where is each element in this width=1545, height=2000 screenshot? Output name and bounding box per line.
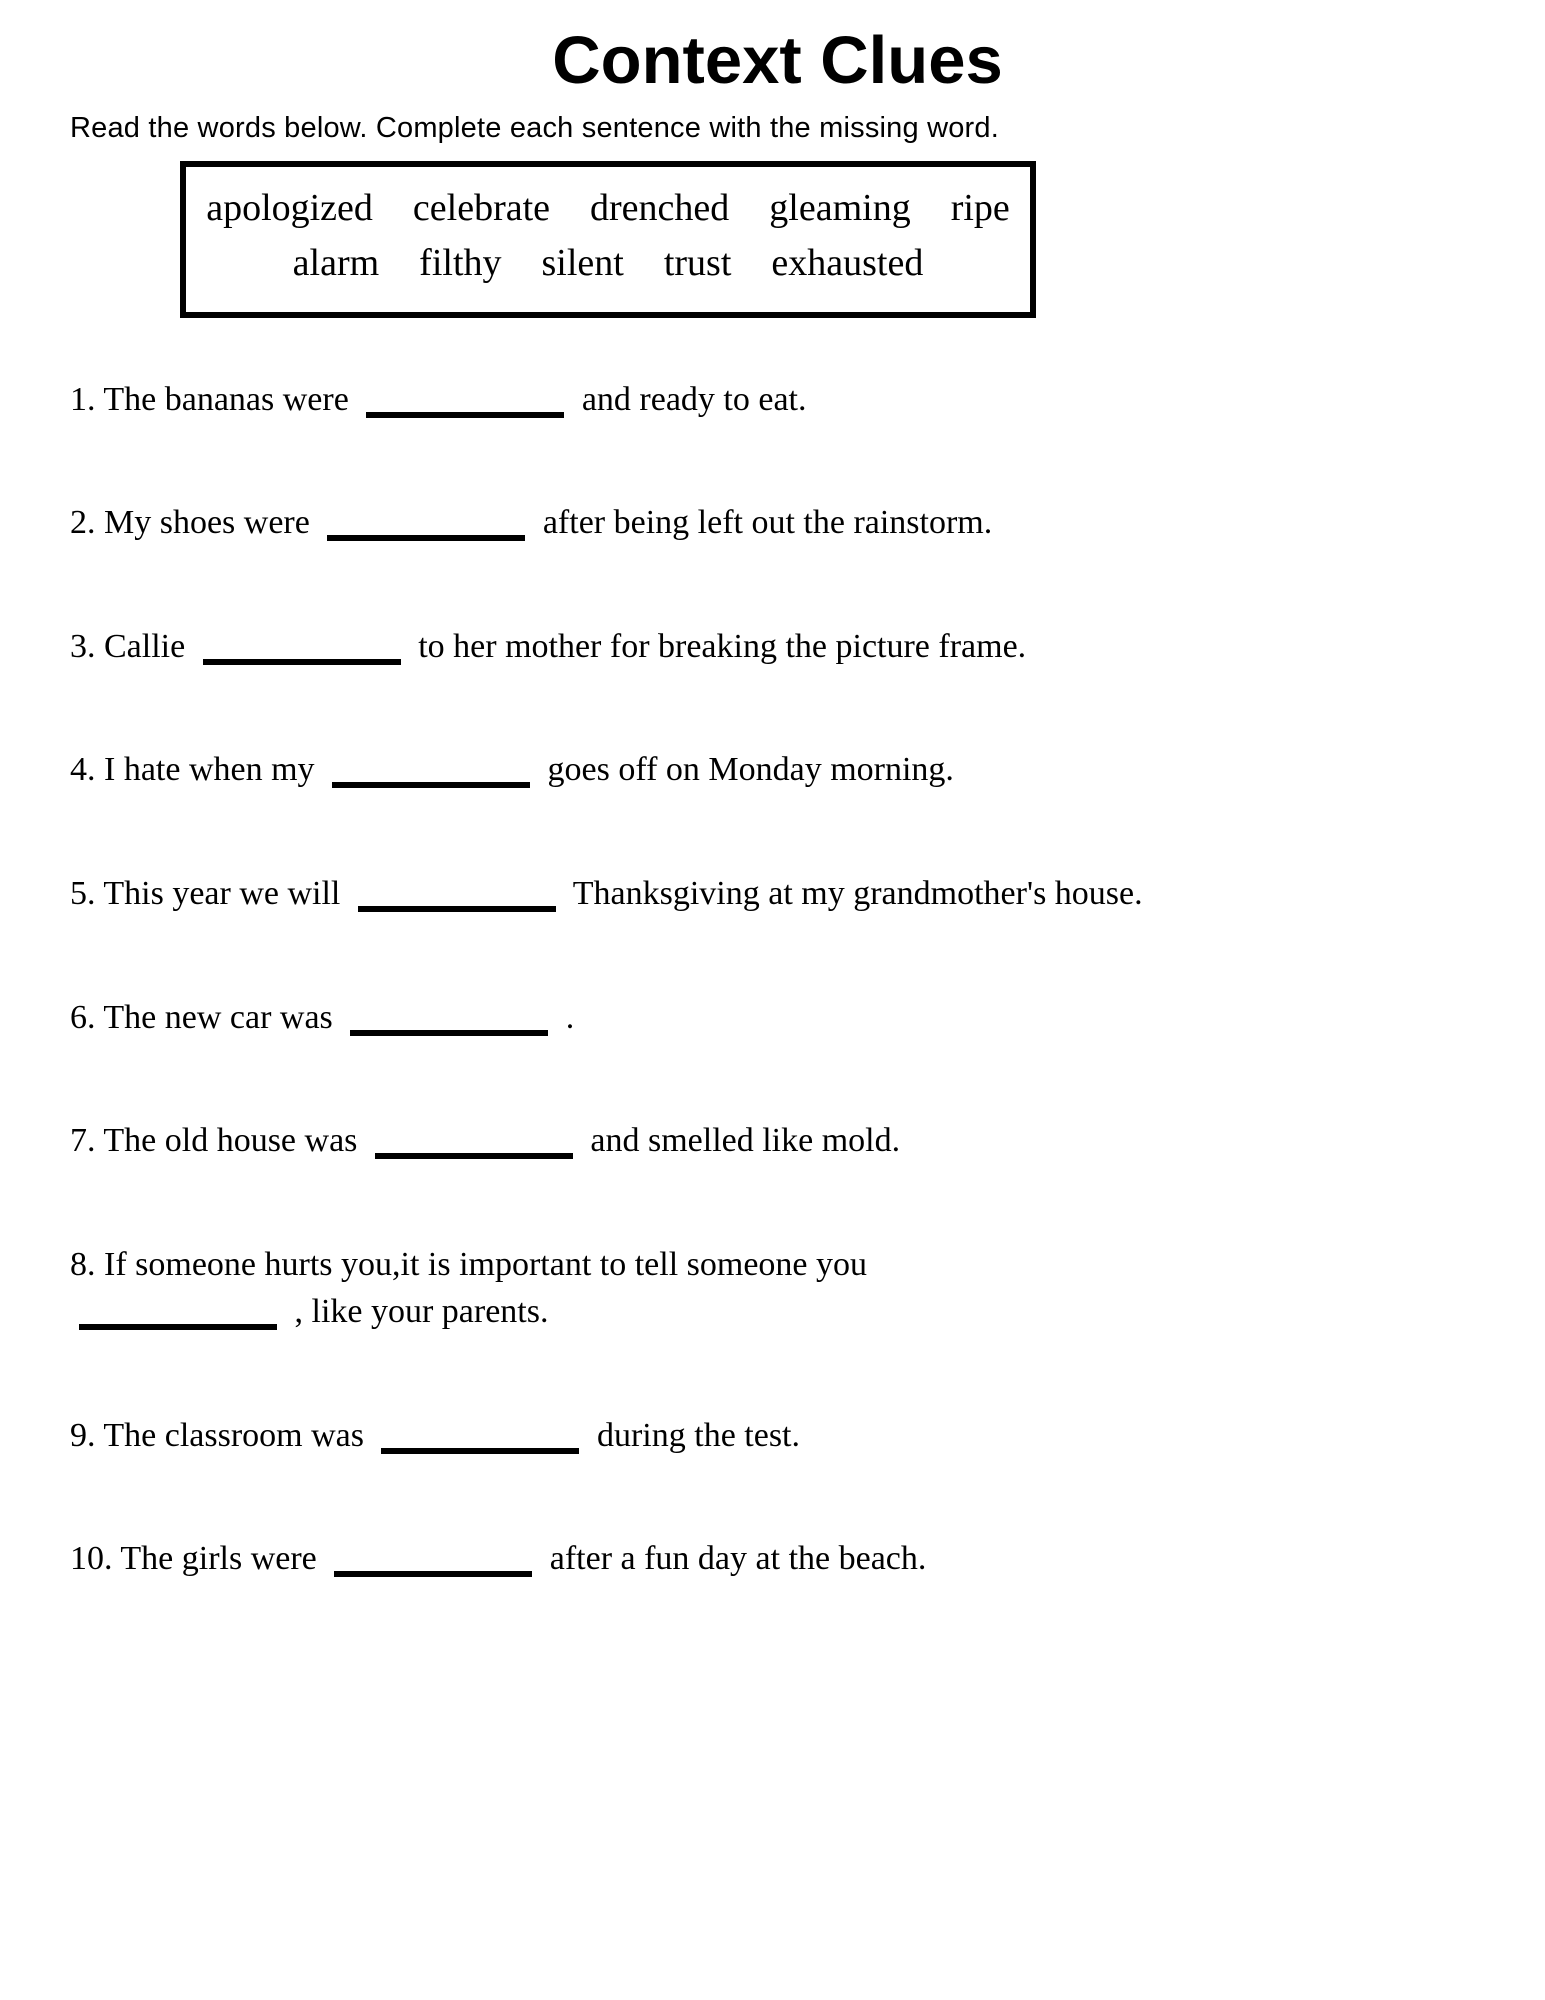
question-text: after being left out the rainstorm. <box>534 504 993 542</box>
question-text: 5. This year we will <box>70 874 349 912</box>
question <box>70 499 1160 547</box>
word-bank-row <box>202 181 1014 236</box>
answer-blank <box>366 384 564 418</box>
question <box>70 1412 1160 1460</box>
answer-blank <box>381 1420 579 1454</box>
word-bank-word: apologized <box>206 187 373 230</box>
question <box>70 1117 1160 1165</box>
question <box>70 623 1160 671</box>
word-bank-word: ripe <box>950 187 1010 230</box>
answer-blank <box>375 1125 573 1159</box>
word-bank-word: filthy <box>419 242 502 285</box>
question-text: 6. The new car was <box>70 998 342 1036</box>
word-bank-word: alarm <box>292 242 380 285</box>
question-text: goes off on Monday morning. <box>539 751 954 789</box>
question <box>70 870 1160 918</box>
answer-blank <box>332 754 530 788</box>
answer-blank <box>327 507 525 541</box>
question-text: and ready to eat. <box>573 380 807 418</box>
answer-blank <box>203 631 401 665</box>
word-bank-word: silent <box>541 242 624 285</box>
question-text: , like your parents. <box>286 1293 549 1331</box>
question-text: 8. If someone hurts you,it is important to tell someone you <box>70 1245 868 1283</box>
answer-blank <box>79 1296 277 1330</box>
question-text: 4. I hate when my <box>70 751 324 789</box>
question <box>70 1241 1160 1336</box>
answer-blank <box>358 878 556 912</box>
question-text: 7. The old house was <box>70 1122 366 1160</box>
word-bank-word: exhausted <box>771 242 924 285</box>
page-title: Context Clues <box>552 23 1003 98</box>
questions <box>70 376 1160 1584</box>
question-text: to her mother for breaking the picture frame. <box>409 627 1027 665</box>
question-text: 3. Callie <box>70 627 194 665</box>
word-bank-row <box>202 236 1014 291</box>
answer-blank <box>350 1002 548 1036</box>
question-text: 2. My shoes were <box>70 504 319 542</box>
question-text: Thanksgiving at my grandmother's house. <box>564 874 1143 912</box>
word-bank-word: trust <box>663 242 732 285</box>
word-bank-word: celebrate <box>412 187 551 230</box>
question-text: and smelled like mold. <box>581 1122 901 1160</box>
question <box>70 1535 1160 1583</box>
question-text: . <box>557 998 575 1036</box>
question-text: 9. The classroom was <box>70 1416 373 1454</box>
question-text: during the test. <box>588 1416 801 1454</box>
question <box>70 994 1160 1042</box>
question-text: 1. The bananas were <box>70 380 358 418</box>
word-bank-word: gleaming <box>769 187 911 230</box>
instructions-text: Read the words below. Complete each sentence with the missing word. <box>70 112 999 145</box>
question-text: 10. The girls were <box>70 1540 326 1578</box>
question <box>70 376 1160 424</box>
word-bank-word: drenched <box>590 187 730 230</box>
question-text: after a fun day at the beach. <box>541 1540 927 1578</box>
answer-blank <box>334 1543 532 1577</box>
word-bank-box <box>180 161 1036 317</box>
question <box>70 746 1160 794</box>
